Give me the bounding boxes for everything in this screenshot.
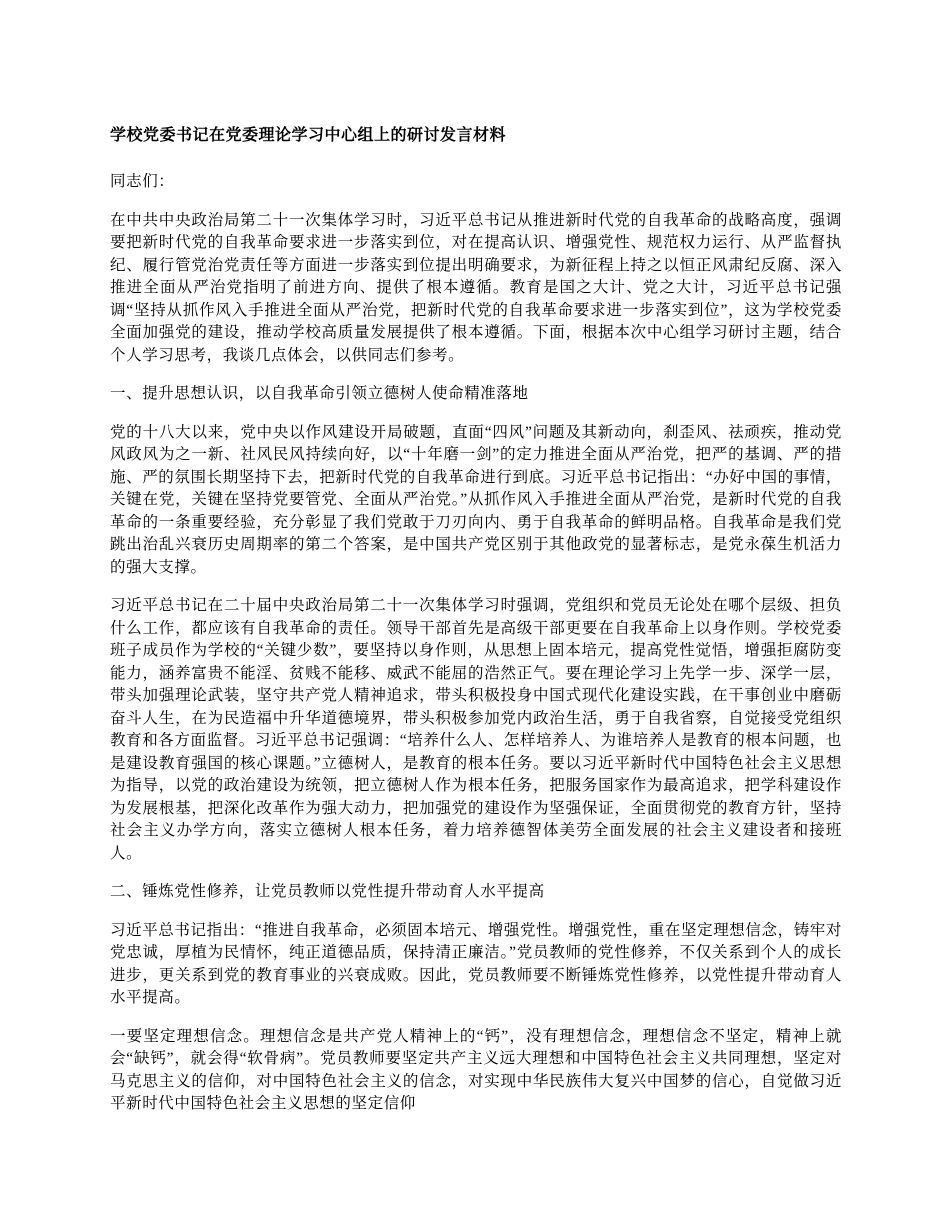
- paragraph-section1-a: 党的十八大以来，党中央以作风建设开局破题，直面“四风”问题及其新动向，刹歪风、祛顽疾，推动党风政风为之一新、社风民风持续向好，以“十年磨一剑”的定力推进全面从严治党，把严的基调、严的措施、严的氛围长期坚持下去，把新时代党的自我革命进行到底。习近平总书记指出：“办好中国的事情，关键在党，关键在坚持党要管党、全面从严治党。”从抓作风入手推进全面从严治党，是新时代党的自我革命的一条重要经验，充分彰显了我们党敢于刀刃向内、勇于自我革命的鲜明品格。自我革命是我们党跳出治乱兴衰历史周期率的第二个答案，是中国共产党区别于其他政党的显著标志，是党永葆生机活力的强大支撑。: [110, 423, 842, 576]
- section-heading-1: 一、提升思想认识，以自我革命引领立德树人使命精准落地: [110, 385, 529, 402]
- paragraph-section2-a: 习近平总书记指出：“推进自我革命，必须固本培元、增强党性。增强党性，重在坚定理想信念，铸牢对党忠诚，厚植为民情怀，纯正道德品质，保持清正廉洁。”党员教师的党性修养，不仅关系到个人的成长进步，更关系到党的教育事业的兴衰成败。因此，党员教师要不断锤炼党性修养，以党性提升带动育人水平提高。: [110, 921, 842, 1006]
- section-heading-2: 二、锤炼党性修养，让党员教师以党性提升带动育人水平提高: [110, 883, 545, 900]
- paragraph-intro: 在中共中央政治局第二十一次集体学习时，习近平总书记从推进新时代党的自我革命的战略高度，强调要把新时代党的自我革命要求进一步落实到位，对在提高认识、增强党性、规范权力运行、从严监督执纪、履行管党治党责任等方面进一步落实到位提出明确要求，为新征程上持之以恒正风肃纪反腐、深入推进全面从严治党指明了前进方向、提供了根本遵循。教育是国之大计、党之大计，习近平总书记强调“坚持从抓作风入手推进全面从严治党，把新时代党的自我革命要求进一步落实到位”，这为学校党委全面加强党的建设，推动学校高质量发展提供了根本遵循。下面，根据本次中心组学习研讨主题，结合个人学习思考，我谈几点体会，以供同志们参考。: [110, 211, 842, 364]
- document-title: 学校党委书记在党委理论学习中心组上的研讨发言材料: [110, 127, 507, 144]
- salutation: 同志们：: [110, 173, 175, 190]
- paragraph-section2-b: 一要坚定理想信念。理想信念是共产党人精神上的“钙”，没有理想信念，理想信念不坚定，精神上就会“缺钙”，就会得“软骨病”。党员教师要坚定共产主义远大理想和中国特色社会主义共同理想，坚定对马克思主义的信仰，对中国特色社会主义的信念，对实现中华民族伟大复兴中国梦的信心，自觉做习近平新时代中国特色社会主义思想的坚定信仰: [110, 1027, 842, 1112]
- paragraph-section1-b: 习近平总书记在二十届中央政治局第二十一次集体学习时强调，党组织和党员无论处在哪个层级、担负什么工作，都应该有自我革命的责任。领导干部首先是高级干部更要在自我革命上以身作则。学校党委班子成员作为学校的“关键少数”，要坚持以身作则，从思想上固本培元，提高党性觉悟，增强拒腐防变能力，涵养富贵不能淫、贫贱不能移、威武不能屈的浩然正气。要在理论学习上先学一步、深学一层，带头加强理论武装，坚守共产党人精神追求，带头积极投身中国式现代化建设实践，在干事创业中磨砺奋斗人生，在为民造福中升华道德境界，带头积极参加党内政治生活，勇于自我省察，自觉接受党组织教育和各方面监督。习近平总书记强调：“培养什么人、怎样培养人、为谁培养人是教育的根本问题，也是建设教育强国的核心课题。”立德树人，是教育的根本任务。要以习近平新时代中国特色社会主义思想为指导，以党的政治建设为统领，把立德树人作为根本任务，把服务国家作为最高追求，把学科建设作为发展根基，把深化改革作为强大动力，把加强党的建设作为坚强保证，全面贯彻党的教育方针，坚持社会主义办学方向，落实立德树人根本任务，着力培养德智体美劳全面发展的社会主义建设者和接班人。: [110, 597, 842, 862]
